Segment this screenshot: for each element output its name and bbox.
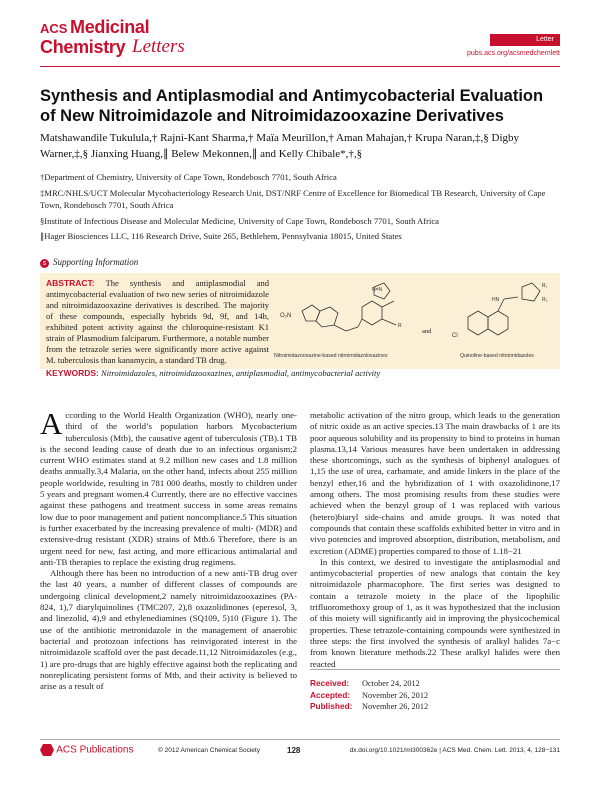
published-label: Published: (310, 701, 353, 711)
supporting-info-label: Supporting Information (53, 257, 139, 267)
abstract-body: The synthesis and antiplasmodial and antimycobacterial evaluation of two new series of nitroimidazole and nitroimidazooxazine derivatives is described. The majority of these compounds, especially hybrids 9d, 9f, and 14b, exhibited potent activity against the chloroquine-resistant K1 strain of Plasmodium falciparum. Furthermore, a notable number from the tetrazole series were significantly more active against M. tuberculosis than kanamycin, a standard TB drug. (46, 278, 269, 365)
affiliation-item: §Institute of Infectious Disease and Molecular Medicine, University of Cape Town, Rondebosch 7701, South Africa (40, 215, 440, 226)
article-type-badge: Letter (490, 34, 560, 46)
svg-text:R₂: R₂ (542, 297, 548, 303)
svg-text:HN: HN (492, 297, 500, 303)
body-left-column (40, 406, 297, 692)
paragraph-text: ccording to the World Health Organization (WHO), nearly one-third of the world’s population harbors Mycobacterium tuberculosis (Mtb), the causative agent of tuberculosis (TB).1 TB is the second leading cause of death due to an infectious organism;2 current WHO estimates stand at 9.2 million new cases and 1.8 million deaths annually.3,4 Malaria, on the other hand, infects about 255 million people worldwide, resulting in 781 000 deaths, mostly to children under 5 years and pregnant women.4 Currently, there are no effective vaccines against these pathogens and treatment success in some areas remains low due to poor management and patient noncompliance.5 This situation is further exacerbated by the increasing prevalence of multi- (MDR) and extensive-drug resistant (XDR) strains of Mtb.6 Therefore, there is an urgent need for new, fast acting, and more efficacious antimalarial and anti-TB therapies to replace the existing drug regimens. (40, 410, 297, 567)
footer-divider (40, 739, 560, 740)
publication-dates (310, 669, 560, 713)
acs-publications-logo (40, 744, 134, 756)
drop-cap: A (40, 406, 63, 441)
accepted-date: November 26, 2012 (362, 690, 429, 700)
accepted-label: Accepted: (310, 689, 351, 700)
supporting-info-link[interactable] (40, 257, 138, 268)
keywords-text: Nitroimidazoles, nitroimidazooxazines, antiplasmodial, antimycobacterial activity (101, 368, 381, 378)
abstract-label: ABSTRACT: (46, 278, 95, 288)
article-title: Synthesis and Antiplasmodial and Antimycobacterial Evaluation of New Nitroimidazole and Nitroimidazooxazine Derivatives (40, 87, 544, 125)
journal-url-link[interactable]: pubs.acs.org/acsmedchemlett (467, 50, 560, 57)
affiliation-item: ∥Hager Biosciences LLC, 116 Research Drive, Suite 265, Bethlehem, Pennsylvania 18015, United States (40, 231, 402, 242)
keywords-label: KEYWORDS: (46, 368, 99, 378)
toc-left-caption: Nitroimidazooxazine-based nitroimidazoloxazines (274, 353, 388, 359)
svg-text:O₂N: O₂N (280, 313, 292, 319)
acs-hexagon-icon (40, 744, 54, 756)
toc-and: and (422, 328, 432, 335)
copyright-notice: © 2012 American Chemical Society (158, 747, 260, 754)
author-list: Matshawandile Tukulula,† Rajni-Kant Sharma,† Maïa Meurillon,† Aman Mahajan,† Krupa Naran,‡,§ Digby Warner,‡,§ Jianxing Huang,∥ Belew Mekonnen,∥ and Kelly Chibale*,†,§ (40, 132, 520, 160)
logo-medicinal: Medicinal (70, 17, 150, 37)
logo-chemistry: Chemistry (40, 37, 126, 57)
svg-text:R: R (398, 323, 402, 329)
header-divider (40, 66, 560, 67)
supporting-info-icon: s (40, 259, 49, 268)
received-label: Received: (310, 678, 350, 688)
publisher-name: ACS Publications (56, 744, 134, 756)
toc-right-caption: Quinoline-based nitroimidazoles (460, 353, 534, 359)
logo-letters: Letters (132, 36, 185, 57)
received-date: October 24, 2012 (362, 679, 420, 688)
paragraph: In this context, we desired to investigate the antiplasmodial and antimycobacterial properties of new analogs that contain the key nitroimidazole pharmacophore. The first series was designed to contain a tetrazole moiety in the place of the lipophilic trifluoromethoxy group of 1, as it was hypothesized that the inclusion of this moiety will significantly aid in improving the physicochemical properties. These tetrazole-containing compounds were synthesized in three steps: the first involved the synthesis of aralkyl halides 7a−c from known literature methods.22 These aralkyl halides were then reacted (310, 556, 560, 669)
paragraph (40, 406, 297, 568)
paragraph: metabolic activation of the nitro group, which leads to the generation of nitric oxide as an active species.13 The main drawbacks of 1 are its poor aqueous solubility and its propensity to bind to proteins in human plasma.13,14 Various measures have been undertaken in addressing these shortcomings, such as the synthesis of biphenyl analogues of 1,15 the use of urea, carbamate, and amide linkers in the place of the benzyl ether,16 and the hybridization of 1 with oxazolidinone,17 among others. The most promising results from these studies were achieved when the benzyl group of 1 was replaced with various (hetero)biaryl side-chains and amide groups. It was noted that compounds that contain these scaffolds exhibited better in vitro and in vivo potencies and improved absorption, distribution, metabolism, and excretion (ADME) properties compared to those of 1.18−21 (310, 410, 560, 556)
affiliation-item: ‡MRC/NHLS/UCT Molecular Mycobacteriology Research Unit, DST/NRF Centre of Excellence for Biomedical TB Research, University of Cape Town, Rondebosch 7701, South Africa (40, 187, 546, 211)
svg-text:R₁: R₁ (542, 283, 548, 289)
body-right-column (310, 410, 560, 670)
logo-acs: ACS (40, 21, 68, 36)
quinoline-structure (468, 283, 540, 335)
journal-logo (40, 18, 240, 78)
published-date: November 26, 2012 (362, 702, 429, 711)
abstract-text (46, 278, 269, 366)
keywords (46, 368, 554, 378)
doi-link[interactable]: dx.doi.org/10.1021/ml300362e | ACS Med. Chem. Lett. 2013, 4, 128−131 (349, 747, 560, 754)
svg-text:N=N: N=N (372, 287, 383, 293)
affiliations (40, 171, 560, 246)
affiliation-item: †Department of Chemistry, University of Cape Town, Rondebosch 7701, South Africa (40, 172, 337, 182)
svg-text:Cl: Cl (452, 333, 458, 339)
toc-graphic (272, 277, 556, 363)
page-number: 128 (287, 746, 301, 755)
paragraph: Although there has been no introduction of a new anti-TB drug over the last 40 years, a number of different classes of compounds are undergoing clinical development,2 namely nitroimidazooxazines (PA-824, 1),7 diarylquinolines (TMC207, 2),8 oxazolidinones (eperesol, 3, and linezolid, 4),9 and ethylenediamines (SQ109, 5)10 (Figure 1). The use of the antibiotic metronidazole in the management of anaerobic bacterial and protozoan infections has reinvigorated interest in the nitroimidazole scaffold over the past decade.11,12 Nitroimidazoles (e.g., 1) are pro-drugs that are highly effective against both the replicating and nonreplicating persistent forms of Mtb, and their activity is believed to arise as a result of (40, 568, 297, 692)
